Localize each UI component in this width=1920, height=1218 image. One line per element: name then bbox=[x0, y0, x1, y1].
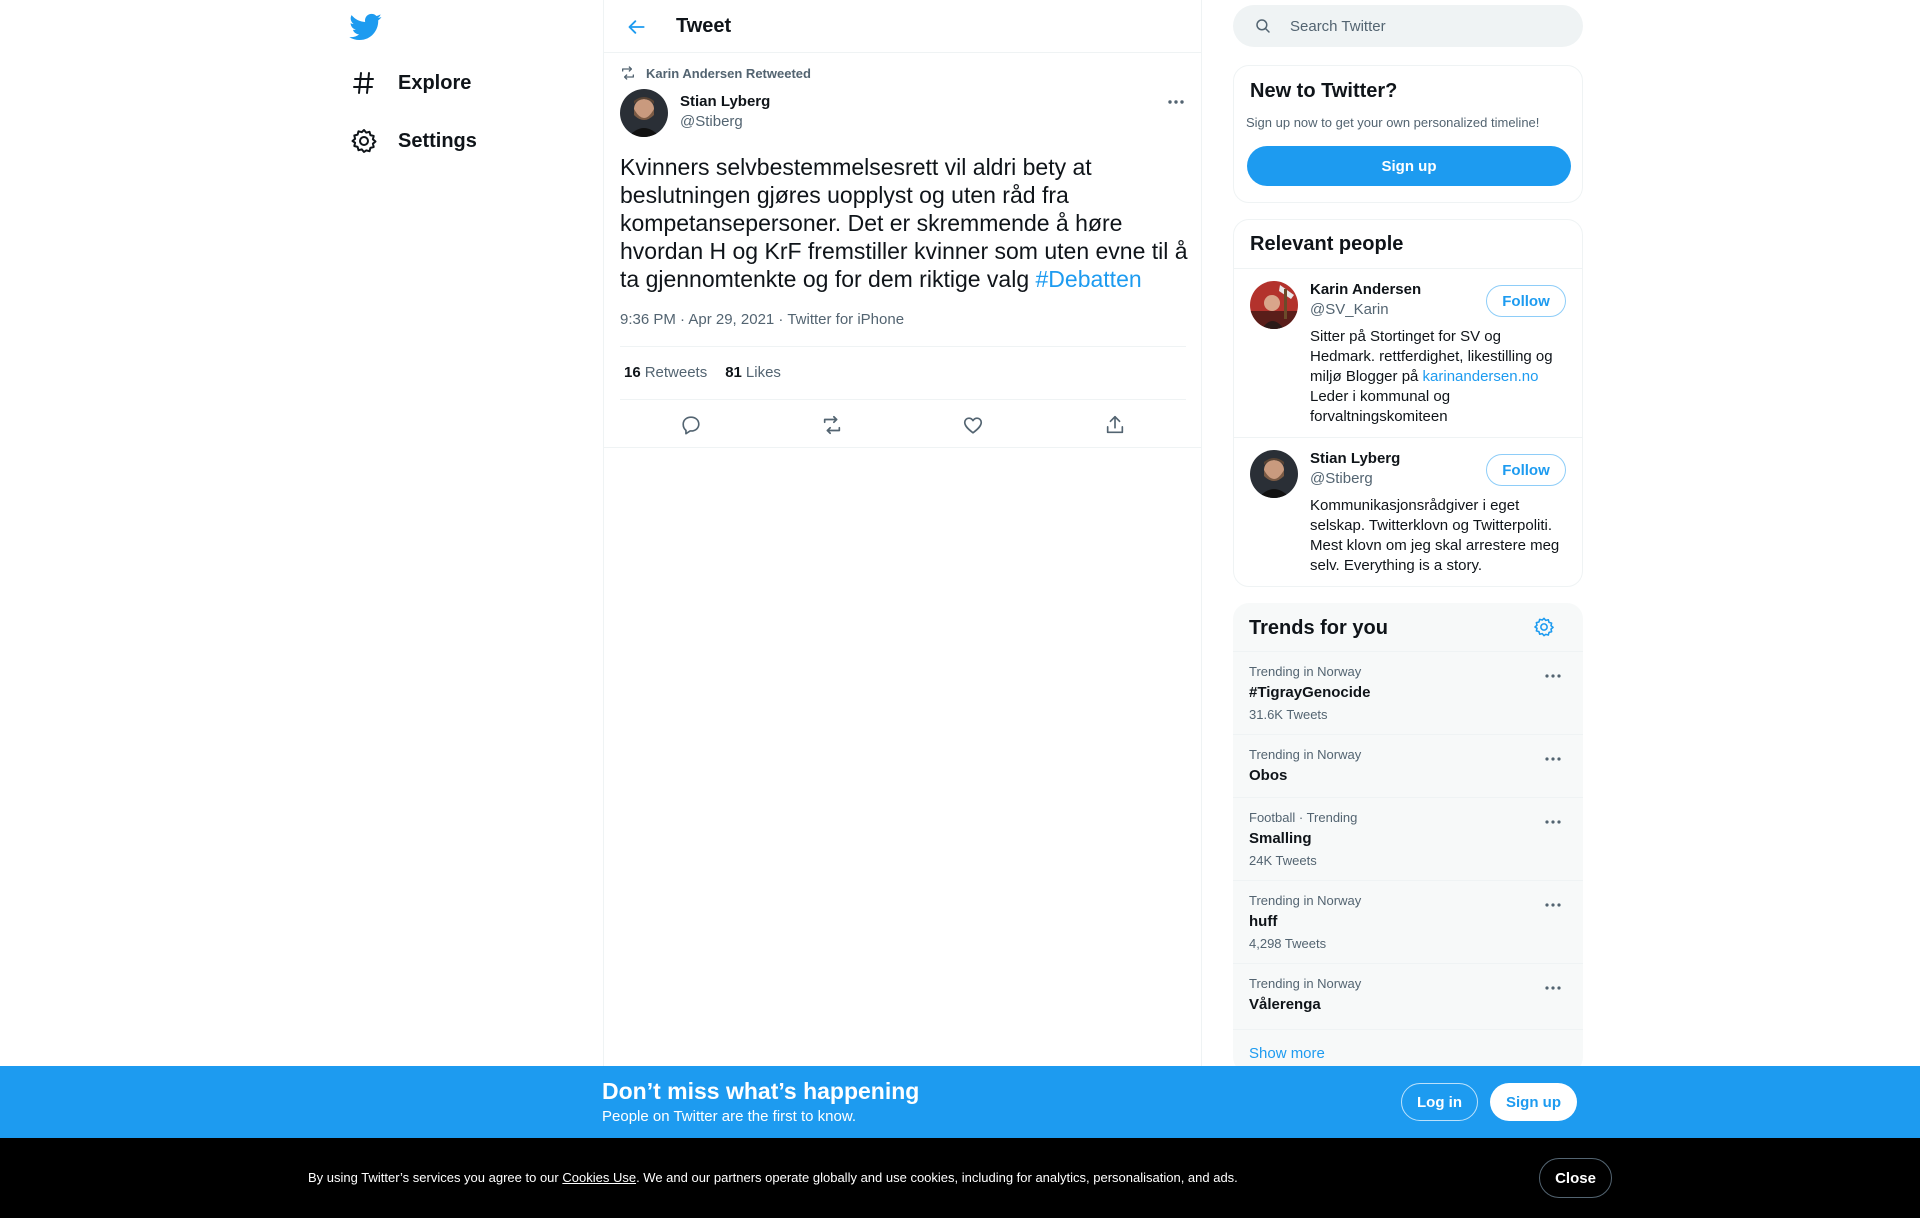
person-karin-andersen[interactable] bbox=[1234, 269, 1582, 437]
arrow-left-icon bbox=[627, 17, 647, 37]
divider bbox=[620, 399, 1186, 400]
cookies-use-link[interactable]: Cookies Use bbox=[562, 1170, 637, 1185]
more-dots-icon bbox=[1164, 92, 1188, 112]
trend-name: Obos bbox=[1249, 767, 1288, 784]
trend-name: huff bbox=[1249, 913, 1278, 930]
show-more-link[interactable]: Show more bbox=[1249, 1045, 1325, 1062]
trend-name: Smalling bbox=[1249, 830, 1312, 847]
avatar[interactable] bbox=[1250, 281, 1298, 329]
banner-subtitle: People on Twitter are the first to know. bbox=[602, 1108, 857, 1125]
tweet-column bbox=[603, 0, 1202, 1218]
trend-context: Trending in Norway bbox=[1249, 664, 1362, 679]
tweet-text bbox=[620, 153, 1190, 293]
reply-button[interactable] bbox=[676, 410, 706, 440]
follow-button[interactable]: Follow bbox=[1486, 454, 1566, 486]
login-button[interactable]: Log in bbox=[1401, 1083, 1478, 1121]
heart-icon bbox=[962, 414, 984, 436]
divider bbox=[620, 346, 1186, 347]
gear-icon bbox=[350, 127, 378, 155]
person-bio-text: Sitter på Stortinget for SV og Hedmark. rettferdighet, likestilling og miljø Blogger på bbox=[1310, 328, 1553, 385]
more-dots-icon bbox=[1541, 812, 1565, 832]
more-dots-icon bbox=[1541, 978, 1565, 998]
trend-item[interactable] bbox=[1233, 735, 1583, 798]
search-icon bbox=[1233, 17, 1290, 35]
likes-label: Likes bbox=[745, 364, 781, 381]
relevant-people-title: Relevant people bbox=[1250, 233, 1404, 255]
trend-item[interactable] bbox=[1233, 798, 1583, 881]
relevant-people-card bbox=[1233, 219, 1583, 587]
retweets-label: Retweets bbox=[644, 364, 708, 381]
trends-settings-button[interactable] bbox=[1533, 616, 1557, 640]
retweeted-by-label: Karin Andersen Retweeted bbox=[646, 65, 811, 81]
retweet-button[interactable] bbox=[817, 410, 847, 440]
trends-card bbox=[1233, 603, 1583, 1073]
reply-icon bbox=[680, 414, 702, 436]
person-bio-text-end: Leder i kommunal og forvaltningskomiteen bbox=[1310, 388, 1451, 425]
signup-card bbox=[1233, 65, 1583, 203]
trend-more-button[interactable] bbox=[1541, 749, 1565, 769]
trend-context: Trending in Norway bbox=[1249, 976, 1362, 991]
trend-more-button[interactable] bbox=[1541, 895, 1565, 915]
share-icon bbox=[1104, 414, 1126, 436]
nav-explore-label: Explore bbox=[398, 71, 472, 94]
tweet-stats bbox=[624, 364, 781, 381]
cookie-close-button[interactable]: Close bbox=[1539, 1158, 1612, 1198]
back-button[interactable] bbox=[622, 12, 652, 42]
trends-header bbox=[1233, 603, 1583, 652]
trend-item[interactable] bbox=[1233, 964, 1583, 1030]
like-button[interactable] bbox=[958, 410, 988, 440]
more-dots-icon bbox=[1541, 666, 1565, 686]
trend-item[interactable] bbox=[1233, 881, 1583, 964]
banner-signup-button[interactable]: Sign up bbox=[1490, 1083, 1577, 1121]
retweets-count: 16 bbox=[624, 364, 641, 381]
cookie-text-end: . We and our partners operate globally and use cookies, including for analytics, personalisation, and ads. bbox=[636, 1170, 1238, 1185]
cookie-text-start: By using Twitter’s services you agree to our bbox=[308, 1170, 563, 1185]
retweet-icon bbox=[821, 414, 843, 436]
retweet-icon bbox=[620, 65, 646, 81]
author-handle[interactable]: @Stiberg bbox=[680, 113, 743, 130]
trend-context: Football · Trending bbox=[1249, 810, 1358, 825]
trend-more-button[interactable] bbox=[1541, 666, 1565, 686]
tweet-header bbox=[604, 0, 1201, 53]
trend-item[interactable] bbox=[1233, 652, 1583, 735]
person-name[interactable]: Karin Andersen bbox=[1310, 281, 1422, 298]
likes-count: 81 bbox=[725, 364, 742, 381]
person-name[interactable]: Stian Lyberg bbox=[1310, 450, 1401, 467]
cookie-notice bbox=[308, 1170, 1238, 1185]
tweet-timestamp[interactable]: 9:36 PM · Apr 29, 2021 · Twitter for iPhone bbox=[620, 311, 905, 328]
trend-more-button[interactable] bbox=[1541, 812, 1565, 832]
avatar[interactable] bbox=[1250, 450, 1298, 498]
twitter-logo-icon[interactable] bbox=[348, 10, 382, 44]
person-handle[interactable]: @Stiberg bbox=[1310, 470, 1373, 487]
trends-title: Trends for you bbox=[1249, 617, 1388, 639]
nav-settings[interactable] bbox=[350, 121, 477, 161]
page-title: Tweet bbox=[676, 15, 732, 37]
tweet-body: Kvinners selvbestemmelsesrett vil aldri bety at beslutningen gjøres uopplyst og uten råd fra kompetansepersoner. Det er skremmende å høre hvordan H og KrF fremstiller kvinner som uten evne til å ta gjennomtenkte og for dem riktige valg bbox=[620, 154, 1188, 292]
trend-count: 4,298 Tweets bbox=[1249, 936, 1327, 951]
signup-card-title: New to Twitter? bbox=[1250, 80, 1398, 102]
hashtag-link[interactable]: #Debatten bbox=[1035, 266, 1142, 292]
author-name[interactable]: Stian Lyberg bbox=[680, 93, 771, 110]
trend-name: Vålerenga bbox=[1249, 996, 1321, 1013]
trend-count: 24K Tweets bbox=[1249, 853, 1317, 868]
trend-context: Trending in Norway bbox=[1249, 893, 1362, 908]
divider bbox=[604, 447, 1201, 448]
likes-stat[interactable] bbox=[725, 364, 781, 381]
nav-explore[interactable] bbox=[350, 63, 471, 103]
retweet-context[interactable] bbox=[620, 65, 811, 81]
retweets-stat[interactable] bbox=[624, 364, 707, 381]
person-stian-lyberg[interactable] bbox=[1234, 438, 1582, 588]
trend-context: Trending in Norway bbox=[1249, 747, 1362, 762]
more-options-button[interactable] bbox=[1164, 92, 1188, 112]
hashtag-icon bbox=[350, 69, 378, 97]
person-handle[interactable]: @SV_Karin bbox=[1310, 301, 1389, 318]
signup-banner bbox=[0, 1066, 1920, 1138]
share-button[interactable] bbox=[1100, 410, 1130, 440]
person-bio: Kommunikasjonsrådgiver i eget selskap. Twitterklovn og Twitterpoliti. Mest klovn om jeg skal arrestere meg selv. Everything is a story. bbox=[1310, 497, 1560, 574]
signup-button[interactable]: Sign up bbox=[1247, 146, 1571, 186]
bio-link[interactable]: karinandersen.no bbox=[1422, 368, 1539, 385]
search-input[interactable] bbox=[1290, 18, 1550, 35]
person-bio bbox=[1310, 327, 1570, 427]
trend-count: 31.6K Tweets bbox=[1249, 707, 1328, 722]
signup-card-subtitle: Sign up now to get your own personalized timeline! bbox=[1246, 115, 1540, 130]
nav-settings-label: Settings bbox=[398, 129, 477, 152]
trend-more-button[interactable] bbox=[1541, 978, 1565, 998]
more-dots-icon bbox=[1541, 895, 1565, 915]
gear-icon bbox=[1533, 616, 1557, 638]
author-avatar[interactable] bbox=[620, 89, 668, 137]
banner-title: Don’t miss what’s happening bbox=[602, 1078, 920, 1104]
trend-name: #TigrayGenocide bbox=[1249, 684, 1371, 701]
follow-button[interactable]: Follow bbox=[1486, 285, 1566, 317]
search-box[interactable] bbox=[1233, 5, 1583, 47]
more-dots-icon bbox=[1541, 749, 1565, 769]
